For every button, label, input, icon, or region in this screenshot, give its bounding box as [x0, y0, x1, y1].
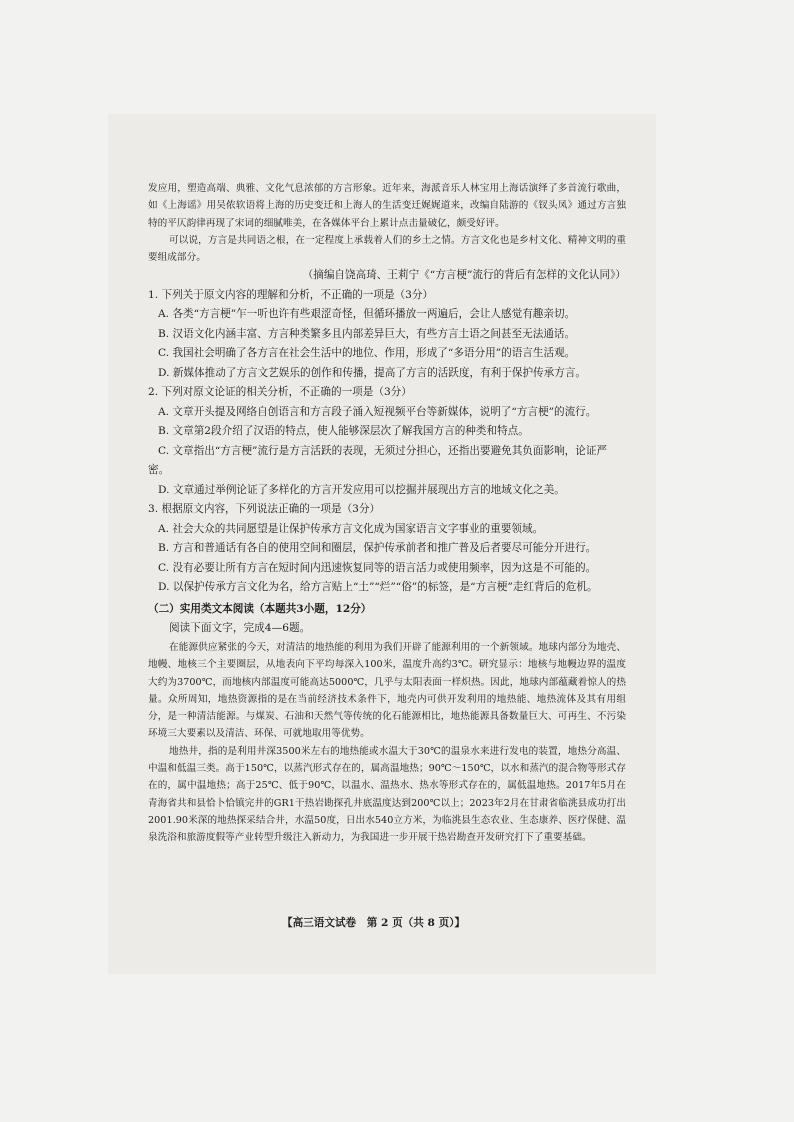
page-footer: 【高三语文试卷 第 2 页（共 8 页）】 [282, 917, 466, 929]
question-stem: 3. 根据原文内容，下列说法正确的一项是（3分） [148, 503, 381, 516]
option-a: A. 社会大众的共同愿望是让保护传承方言文化成为国家语言文字事业的重要领域。 [158, 522, 544, 535]
question-stem: 2. 下列对原文论证的相关分析，不正确的一项是（3分） [148, 386, 412, 399]
option-d: D. 以保护传承方言文化为名，给方言贴上“土”“烂”“俗”的标签，是“方言梗”走红背后的危机。 [158, 581, 598, 594]
section-instruction: 阅读下面文字，完成4—6题。 [169, 622, 311, 635]
passage-paragraph: 可以说，方言是共同语之根，在一定程度上承载着人们的乡土之情。方言文化也是乡村文化、精神文明的重要组成部分。 [148, 234, 626, 264]
section-heading: （二）实用类文本阅读（本题共3小题，12分） [148, 602, 372, 615]
passage-source: （摘编自饶高琦、王莉宁《“方言梗”流行的背后有怎样的文化认同》） [302, 269, 626, 282]
passage-paragraph: 在能源供应紧张的今天，对清洁的地热能的利用为我们开辟了能源利用的一个新领域。地球内部分为地壳、地幔、地核三个主要圈层，从地表向下平均每深入100米，温度升高约3℃。研究显示：地核与地幔边界的温度大约为3700℃，而地核内部温度可能高达5000℃，几乎与太阳表面一样炽热。因此，地球内部蕴藏着惊人的热量。众所周知，地热资源指的是在当前经济技术条件下，地壳内可供开发利用的地热能、地热流体及其有用组分，是一种清洁能源。与煤炭、石油和天然气等传统的化石能源相比，地热能源具备数量巨大、可再生、不污染环境三大要素以及清洁、环保、可就地取用等优势。 [148, 641, 626, 740]
option-d: D. 文章通过举例论证了多样化的方言开发应用可以挖掘并展现出方言的地域文化之美。 [158, 483, 565, 496]
option-c: C. 文章指出“方言梗”流行是方言活跃的表现，无须过分担心，还指出要避免其负面影响，论证严密。 [148, 444, 608, 477]
exam-page [148, 180, 626, 847]
option-d: D. 新媒体推动了方言文艺娱乐的创作和传播，提高了方言的活跃度，有利于保护传承方言。 [158, 366, 587, 379]
question-stem: 1. 下列关于原文内容的理解和分析，不正确的一项是（3分） [148, 288, 434, 301]
option-b: B. 汉语文化内涵丰富、方言种类繁多且内部差异巨大，有些方言土语之间甚至无法通话。 [158, 327, 576, 340]
passage-paragraph: 发应用，塑造高端、典雅、文化气息浓郁的方言形象。近年来，海派音乐人林宝用上海话演绎了多首流行歌曲，如《上海谣》用吴侬软语将上海的历史变迁和上海人的生活变迁娓娓道来，改编自陆游的《钗头凤》通过方言独特的平仄韵律再现了宋词的细腻唯美，在各媒体平台上累计点击量破亿，颇受好评。 [148, 183, 626, 229]
passage-paragraph: 地热井，指的是利用井深3500米左右的地热能或水温大于30℃的温泉水来进行发电的装置，地热分高温、中温和低温三类。高于150℃，以蒸汽形式存在的，属高温地热；90℃～150℃，以水和蒸汽的混合物等形式存在的，属中温地热；高于25℃、低于90℃，以温水、温热水、热水等形式存在的，属低温地热。2017年5月在青海省共和县恰卜恰镇完井的GR1干热岩勘探孔井底温度达到200℃以上；2023年2月在甘肃省临洮县成功打出2001.90米深的地热探采结合井，水温50度，日出水540立方米，为临洮县生态农业、生态康养、医疗保健、温泉洗浴和旅游度假等产业转型升级注入新动力，为我国进一步开展干热岩勘查开发研究打下了重要基础。 [148, 745, 626, 844]
option-c: C. 没有必要让所有方言在短时间内迅速恢复同等的语言活力或使用频率，因为这是不可能的。 [158, 561, 597, 574]
option-a: A. 文章开头提及网络自创语言和方言段子涌入短视频平台等新媒体，说明了“方言梗”的流行。 [158, 405, 597, 418]
option-c: C. 我国社会明确了各方言在社会生活中的地位、作用，形成了“多语分用”的语言生活观。 [158, 347, 576, 360]
option-a: A. 各类“方言梗”乍一听也许有些艰涩奇怪，但循环播放一两遍后，会让人感觉有趣亲切。 [158, 308, 576, 321]
option-b: B. 文章第2段介绍了汉语的特点，使人能够深层次了解我国方言的种类和特点。 [158, 425, 529, 438]
option-b: B. 方言和普通话有各自的使用空间和圈层，保护传承前者和推广普及后者要尽可能分开进行。 [158, 542, 597, 555]
